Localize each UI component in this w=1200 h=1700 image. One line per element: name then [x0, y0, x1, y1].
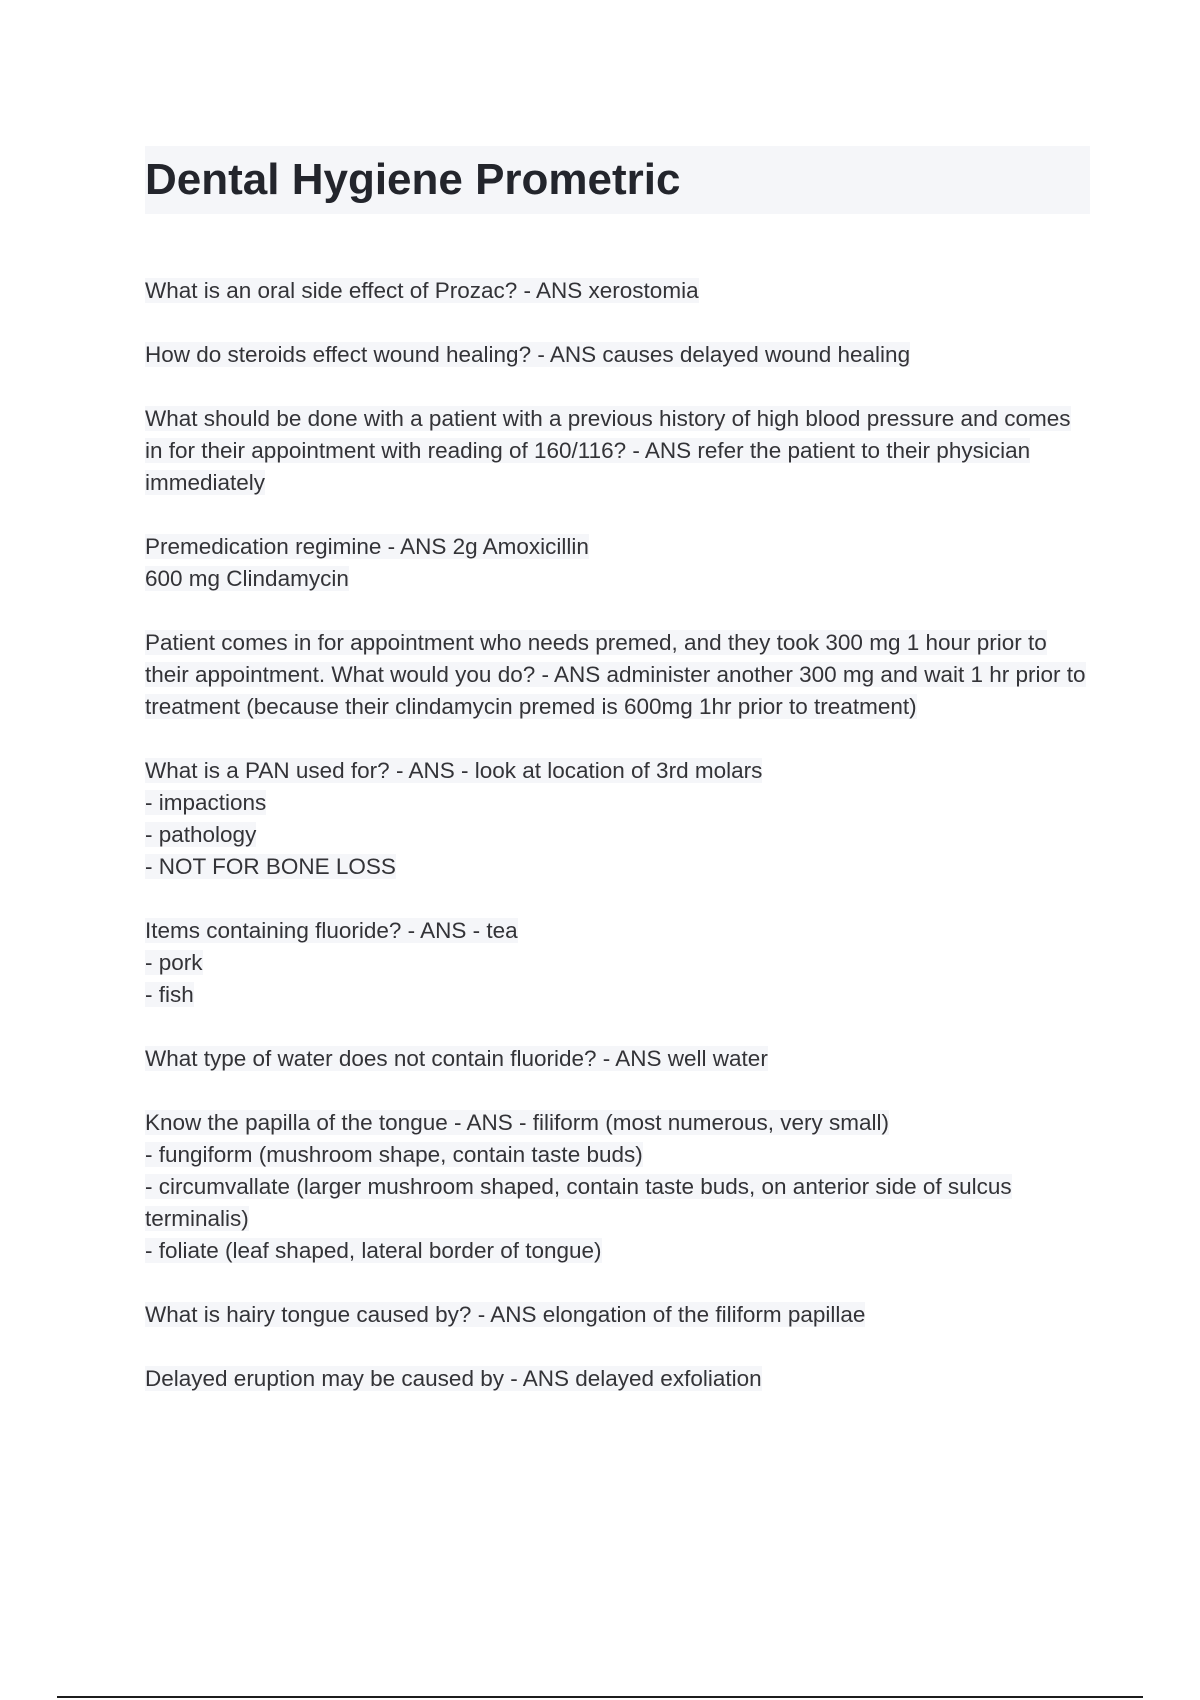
qa-text: What should be done with a patient with a previous history of high blood pressure and comes in for their appointment with reading of 160/116? - ANS refer the patient to their physician immediately	[145, 406, 1071, 495]
qa-line: - pathology	[145, 822, 257, 847]
qa-item-prozac	[145, 275, 1090, 307]
qa-line: - NOT FOR BONE LOSS	[145, 854, 396, 879]
qa-line: - foliate (leaf shaped, lateral border of tongue)	[145, 1238, 602, 1263]
qa-line: - fungiform (mushroom shape, contain taste buds)	[145, 1142, 643, 1167]
qa-line: - fish	[145, 982, 194, 1007]
qa-item-pan	[145, 755, 1090, 883]
qa-line: Know the papilla of the tongue - ANS - filiform (most numerous, very small)	[145, 1110, 890, 1135]
qa-line: - pork	[145, 950, 203, 975]
qa-line: - circumvallate (larger mushroom shaped, contain taste buds, on anterior side of sulcus terminalis)	[145, 1174, 1012, 1231]
qa-line: What is a PAN used for? - ANS - look at location of 3rd molars	[145, 758, 763, 783]
footer-divider	[57, 1696, 1143, 1698]
qa-item-water	[145, 1043, 1090, 1075]
qa-text: How do steroids effect wound healing? - ANS causes delayed wound healing	[145, 342, 911, 367]
qa-item-delayed-eruption	[145, 1363, 1090, 1395]
qa-item-steroids	[145, 339, 1090, 371]
qa-text: What is an oral side effect of Prozac? - ANS xerostomia	[145, 278, 699, 303]
title-block	[145, 146, 1090, 214]
qa-text: What is hairy tongue caused by? - ANS elongation of the filiform papillae	[145, 1302, 866, 1327]
qa-line: Items containing fluoride? - ANS - tea	[145, 918, 518, 943]
qa-item-fluoride-items	[145, 915, 1090, 1011]
qa-line: Premedication regimine - ANS 2g Amoxicillin	[145, 534, 589, 559]
qa-item-blood-pressure	[145, 403, 1090, 499]
qa-text: Patient comes in for appointment who needs premed, and they took 300 mg 1 hour prior to their appointment. What would you do? - ANS administer another 300 mg and wait 1 hr prior to treatment (because their clindamycin premed is 600mg 1hr prior to treatment)	[145, 630, 1086, 719]
qa-item-premedication	[145, 531, 1090, 595]
qa-item-papilla	[145, 1107, 1090, 1267]
qa-line: 600 mg Clindamycin	[145, 566, 349, 591]
page-title: Dental Hygiene Prometric	[145, 155, 681, 204]
qa-list	[145, 275, 1090, 1427]
qa-line: - impactions	[145, 790, 267, 815]
qa-item-premed-dose	[145, 627, 1090, 723]
qa-item-hairy-tongue	[145, 1299, 1090, 1331]
qa-text: Delayed eruption may be caused by - ANS delayed exfoliation	[145, 1366, 762, 1391]
qa-text: What type of water does not contain fluoride? - ANS well water	[145, 1046, 768, 1071]
